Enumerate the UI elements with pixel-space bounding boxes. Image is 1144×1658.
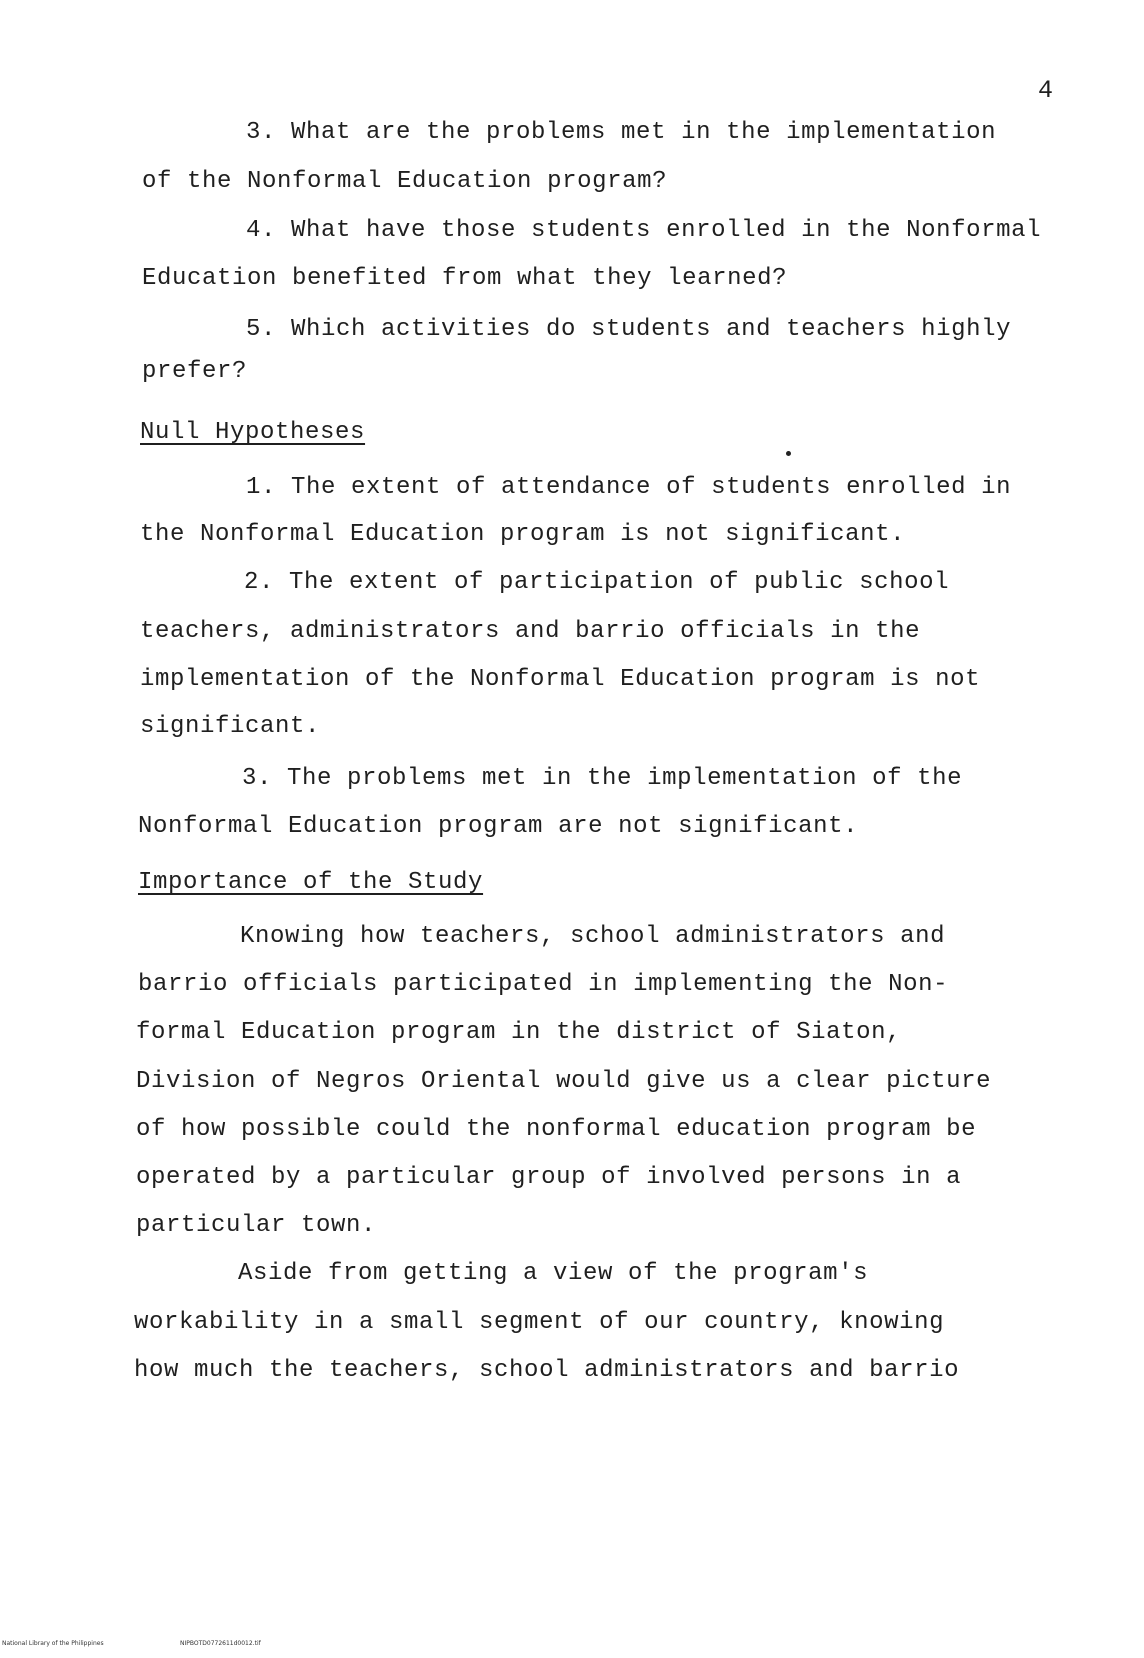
importance-line-1: Knowing how teachers, school administrators and — [240, 923, 946, 950]
hypothesis-1-line-1: 1. The extent of attendance of students enrolled in — [246, 474, 1012, 501]
hypothesis-3-line-1: 3. The problems met in the implementation of the — [242, 765, 963, 792]
importance-line-4: Division of Negros Oriental would give us a clear picture — [136, 1068, 992, 1095]
page-number: 4 — [1038, 76, 1054, 105]
importance-line-2: barrio officials participated in implementing the Non- — [138, 971, 949, 998]
question-3-line-2: of the Nonformal Education program? — [142, 168, 668, 195]
hypothesis-1-line-2: the Nonformal Education program is not significant. — [140, 521, 906, 548]
question-4-line-1: 4. What have those students enrolled in the Nonformal — [246, 217, 1042, 244]
importance-line-3: formal Education program in the district of Siaton, — [136, 1019, 902, 1046]
question-5-line-1: 5. Which activities do students and teachers highly — [246, 316, 1012, 343]
importance-heading: Importance of the Study — [138, 869, 484, 896]
question-3-line-1: 3. What are the problems met in the implementation — [246, 119, 997, 146]
question-4-line-2: Education benefited from what they learned? — [142, 265, 788, 292]
null-hypotheses-heading: Null Hypotheses — [140, 419, 366, 446]
footer-library-label: National Library of the Philippines — [2, 1640, 104, 1647]
importance-line-10: how much the teachers, school administrators and barrio — [134, 1357, 960, 1384]
hypothesis-2-line-1: 2. The extent of participation of public school — [244, 569, 950, 596]
hypothesis-2-line-3: implementation of the Nonformal Education program is not — [140, 666, 981, 693]
importance-line-6: operated by a particular group of involved persons in a — [136, 1164, 962, 1191]
importance-line-9: workability in a small segment of our country, knowing — [134, 1309, 945, 1336]
importance-line-5: of how possible could the nonformal education program be — [136, 1116, 977, 1143]
footer-file-label: NIPBOTD0772611d0012.tif — [180, 1640, 261, 1647]
hypothesis-3-line-2: Nonformal Education program are not significant. — [138, 813, 859, 840]
hypothesis-2-line-2: teachers, administrators and barrio officials in the — [140, 618, 921, 645]
question-5-line-2: prefer? — [142, 358, 248, 385]
importance-line-7: particular town. — [136, 1212, 377, 1239]
scan-speck — [786, 451, 791, 456]
hypothesis-2-line-4: significant. — [140, 713, 321, 740]
importance-line-8: Aside from getting a view of the program's — [238, 1260, 869, 1287]
